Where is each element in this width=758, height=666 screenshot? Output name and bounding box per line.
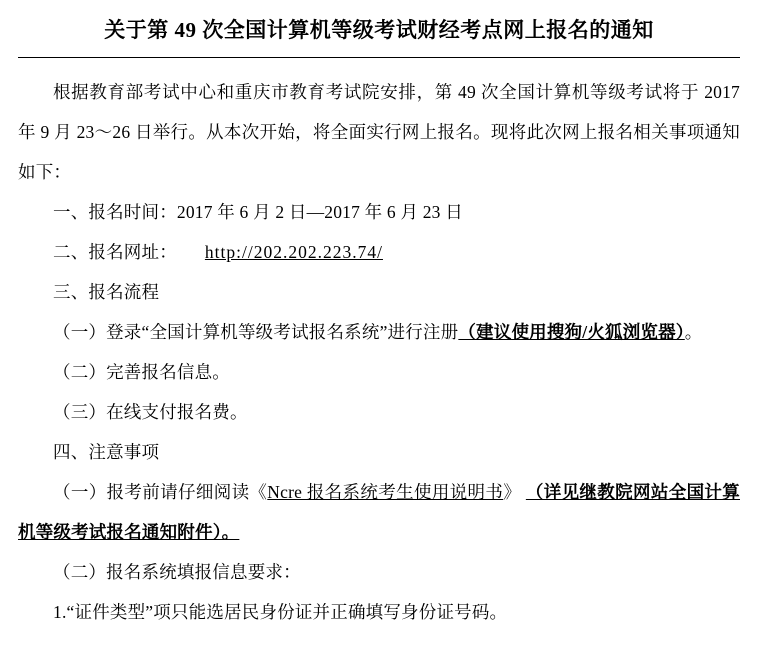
- section-item-4-1-emphasis: （详见继教院网站全国计算机等级考试报名通知附件）。: [18, 482, 740, 543]
- section-item-3-3: （三）在线支付报名费。: [53, 402, 248, 423]
- section-item-4-1: [18, 472, 740, 552]
- section-item-4: 四、注意事项: [53, 442, 160, 463]
- page-title: 关于第 49 次全国计算机等级考试财经考点网上报名的通知: [104, 18, 654, 42]
- section-item-2-label: 二、报名网址：: [53, 242, 177, 263]
- paragraph-intro: 根据教育部考试中心和重庆市教育考试院安排，第 49 次全国计算机等级考试将于 2017 年 9 月 23～26 日举行。从本次开始，将全面实行网上报名。现将此次网上报名相关事项通知如下：: [18, 82, 740, 183]
- section-item-3: 三、报名流程: [53, 282, 160, 303]
- section-item-4-1-mid: 》: [503, 482, 522, 503]
- title-divider: [18, 57, 740, 58]
- section-item-3-1-emphasis: （建议使用搜狗/火狐浏览器）: [458, 322, 685, 343]
- section-item-4-2: （二）报名系统填报信息要求：: [53, 562, 301, 583]
- section-item-2: [18, 232, 740, 272]
- section-item-3-2: （二）完善报名信息。: [53, 362, 230, 383]
- section-item-4-1-prefix: （一）报考前请仔细阅读《: [53, 482, 268, 503]
- registration-url[interactable]: http://202.202.223.74/: [204, 242, 383, 263]
- section-item-4-1-underline: Ncre 报名系统考生使用说明书: [267, 482, 504, 503]
- section-item-3-1-prefix: （一）登录“全国计算机等级考试报名系统”进行注册: [53, 322, 459, 343]
- section-item-4-2-1: 1.“证件类型”项只能选居民身份证并正确填写身份证号码。: [53, 602, 508, 623]
- section-item-1: 一、报名时间：2017 年 6 月 2 日—2017 年 6 月 23 日: [53, 202, 463, 223]
- document-page: [0, 16, 758, 666]
- section-item-3-1: [18, 312, 740, 352]
- section-item-3-1-suffix: 。: [684, 322, 703, 343]
